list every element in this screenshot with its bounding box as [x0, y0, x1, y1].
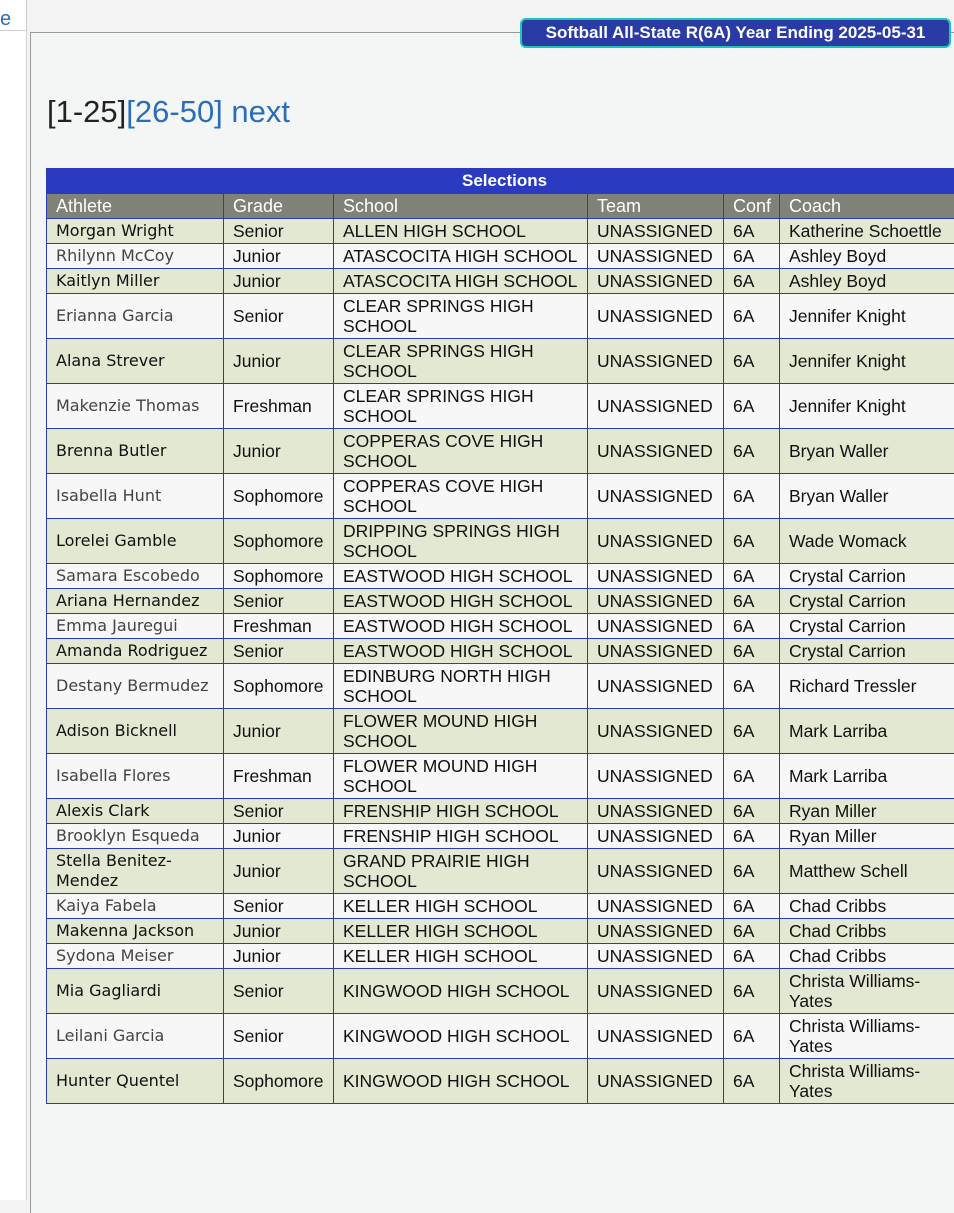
conf-cell: 6A: [724, 919, 780, 944]
table-row: [47, 639, 954, 664]
school-cell: KINGWOOD HIGH SCHOOL: [334, 969, 588, 1014]
athlete-cell: Samara Escobedo: [47, 564, 224, 589]
team-cell: UNASSIGNED: [588, 589, 724, 614]
grade-cell: Junior: [224, 709, 334, 754]
coach-cell: Mark Larriba: [780, 709, 954, 754]
column-header-grade: Grade: [224, 194, 334, 219]
conf-cell: 6A: [724, 1014, 780, 1059]
team-cell: UNASSIGNED: [588, 664, 724, 709]
school-cell: CLEAR SPRINGS HIGH SCHOOL: [334, 384, 588, 429]
coach-cell: Mark Larriba: [780, 754, 954, 799]
athlete-cell: Rhilynn McCoy: [47, 244, 224, 269]
coach-cell: Jennifer Knight: [780, 339, 954, 384]
table-row: [47, 429, 954, 474]
table-row: [47, 824, 954, 849]
coach-cell: Crystal Carrion: [780, 639, 954, 664]
school-cell: KELLER HIGH SCHOOL: [334, 919, 588, 944]
conf-cell: 6A: [724, 564, 780, 589]
coach-cell: Bryan Waller: [780, 429, 954, 474]
athlete-cell: Ariana Hernandez: [47, 589, 224, 614]
conf-cell: 6A: [724, 384, 780, 429]
conf-cell: 6A: [724, 589, 780, 614]
grade-cell: Sophomore: [224, 664, 334, 709]
table-body: [47, 219, 954, 1104]
conf-cell: 6A: [724, 849, 780, 894]
school-cell: EASTWOOD HIGH SCHOOL: [334, 639, 588, 664]
table-row: [47, 1014, 954, 1059]
team-cell: UNASSIGNED: [588, 849, 724, 894]
athlete-cell: Leilani Garcia: [47, 1014, 224, 1059]
athlete-cell: Erianna Garcia: [47, 294, 224, 339]
grade-cell: Senior: [224, 219, 334, 244]
team-cell: UNASSIGNED: [588, 429, 724, 474]
table-row: [47, 754, 954, 799]
team-cell: UNASSIGNED: [588, 709, 724, 754]
athlete-cell: Sydona Meiser: [47, 944, 224, 969]
team-cell: UNASSIGNED: [588, 244, 724, 269]
grade-cell: Freshman: [224, 614, 334, 639]
athlete-cell: Adison Bicknell: [47, 709, 224, 754]
athlete-cell: Isabella Hunt: [47, 474, 224, 519]
school-cell: FLOWER MOUND HIGH SCHOOL: [334, 709, 588, 754]
table-row: [47, 919, 954, 944]
team-cell: UNASSIGNED: [588, 519, 724, 564]
school-cell: ALLEN HIGH SCHOOL: [334, 219, 588, 244]
conf-cell: 6A: [724, 969, 780, 1014]
team-cell: UNASSIGNED: [588, 824, 724, 849]
conf-cell: 6A: [724, 754, 780, 799]
table-row: [47, 849, 954, 894]
grade-cell: Junior: [224, 269, 334, 294]
column-header-school: School: [334, 194, 588, 219]
coach-cell: Crystal Carrion: [780, 589, 954, 614]
athlete-cell: Kaitlyn Miller: [47, 269, 224, 294]
side-frame-divider: [0, 30, 26, 31]
coach-cell: Ashley Boyd: [780, 244, 954, 269]
school-cell: ATASCOCITA HIGH SCHOOL: [334, 269, 588, 294]
page-range-link[interactable]: [26-50]: [126, 94, 223, 129]
athlete-cell: Isabella Flores: [47, 754, 224, 799]
side-frame-text[interactable]: e: [0, 8, 11, 31]
school-cell: GRAND PRAIRIE HIGH SCHOOL: [334, 849, 588, 894]
grade-cell: Junior: [224, 339, 334, 384]
coach-cell: Katherine Schoettle: [780, 219, 954, 244]
athlete-cell: Kaiya Fabela: [47, 894, 224, 919]
school-cell: EDINBURG NORTH HIGH SCHOOL: [334, 664, 588, 709]
school-cell: EASTWOOD HIGH SCHOOL: [334, 564, 588, 589]
table-row: [47, 709, 954, 754]
coach-cell: Chad Cribbs: [780, 894, 954, 919]
conf-cell: 6A: [724, 294, 780, 339]
pagination: [47, 94, 290, 130]
table-row: [47, 799, 954, 824]
left-side-frame: [0, 0, 27, 1200]
column-header-conf: Conf: [724, 194, 780, 219]
coach-cell: Ryan Miller: [780, 799, 954, 824]
table-row: [47, 339, 954, 384]
table-row: [47, 519, 954, 564]
table-row: [47, 894, 954, 919]
athlete-cell: Lorelei Gamble: [47, 519, 224, 564]
table-row: [47, 384, 954, 429]
grade-cell: Senior: [224, 589, 334, 614]
column-header-team: Team: [588, 194, 724, 219]
coach-cell: Ryan Miller: [780, 824, 954, 849]
coach-cell: Richard Tressler: [780, 664, 954, 709]
conf-cell: 6A: [724, 614, 780, 639]
table-caption: Selections: [47, 169, 954, 194]
conf-cell: 6A: [724, 1059, 780, 1104]
school-cell: CLEAR SPRINGS HIGH SCHOOL: [334, 294, 588, 339]
conf-cell: 6A: [724, 244, 780, 269]
conf-cell: 6A: [724, 269, 780, 294]
athlete-cell: Mia Gagliardi: [47, 969, 224, 1014]
coach-cell: Christa Williams-Yates: [780, 969, 954, 1014]
conf-cell: 6A: [724, 799, 780, 824]
team-cell: UNASSIGNED: [588, 754, 724, 799]
conf-cell: 6A: [724, 824, 780, 849]
table-row: [47, 269, 954, 294]
athlete-cell: Makenzie Thomas: [47, 384, 224, 429]
current-page-range: [1-25]: [47, 94, 126, 129]
team-cell: UNASSIGNED: [588, 1014, 724, 1059]
table-row: [47, 664, 954, 709]
athlete-cell: Brenna Butler: [47, 429, 224, 474]
conf-cell: 6A: [724, 709, 780, 754]
table-header-row: [47, 194, 954, 219]
grade-cell: Junior: [224, 919, 334, 944]
athlete-cell: Alana Strever: [47, 339, 224, 384]
table-row: [47, 1059, 954, 1104]
table-row: [47, 219, 954, 244]
table-row: [47, 474, 954, 519]
school-cell: KELLER HIGH SCHOOL: [334, 894, 588, 919]
school-cell: FLOWER MOUND HIGH SCHOOL: [334, 754, 588, 799]
grade-cell: Senior: [224, 294, 334, 339]
school-cell: COPPERAS COVE HIGH SCHOOL: [334, 429, 588, 474]
conf-cell: 6A: [724, 894, 780, 919]
grade-cell: Sophomore: [224, 474, 334, 519]
conf-cell: 6A: [724, 664, 780, 709]
selections-table: [46, 168, 954, 1104]
conf-cell: 6A: [724, 519, 780, 564]
athlete-cell: Hunter Quentel: [47, 1059, 224, 1104]
school-cell: FRENSHIP HIGH SCHOOL: [334, 799, 588, 824]
school-cell: FRENSHIP HIGH SCHOOL: [334, 824, 588, 849]
team-cell: UNASSIGNED: [588, 799, 724, 824]
grade-cell: Freshman: [224, 754, 334, 799]
school-cell: KELLER HIGH SCHOOL: [334, 944, 588, 969]
table-row: [47, 589, 954, 614]
grade-cell: Junior: [224, 849, 334, 894]
school-cell: EASTWOOD HIGH SCHOOL: [334, 589, 588, 614]
conf-cell: 6A: [724, 474, 780, 519]
coach-cell: Chad Cribbs: [780, 944, 954, 969]
team-cell: UNASSIGNED: [588, 294, 724, 339]
column-header-athlete: Athlete: [47, 194, 224, 219]
conf-cell: 6A: [724, 944, 780, 969]
table-row: [47, 614, 954, 639]
athlete-cell: Brooklyn Esqueda: [47, 824, 224, 849]
table-row: [47, 969, 954, 1014]
school-cell: KINGWOOD HIGH SCHOOL: [334, 1059, 588, 1104]
conf-cell: 6A: [724, 639, 780, 664]
team-cell: UNASSIGNED: [588, 639, 724, 664]
team-cell: UNASSIGNED: [588, 384, 724, 429]
school-cell: CLEAR SPRINGS HIGH SCHOOL: [334, 339, 588, 384]
team-cell: UNASSIGNED: [588, 969, 724, 1014]
report-title-badge: Softball All-State R(6A) Year Ending 2025-05-31: [520, 18, 951, 48]
coach-cell: Crystal Carrion: [780, 564, 954, 589]
grade-cell: Sophomore: [224, 564, 334, 589]
athlete-cell: Stella Benitez-Mendez: [47, 849, 224, 894]
athlete-cell: Morgan Wright: [47, 219, 224, 244]
coach-cell: Ashley Boyd: [780, 269, 954, 294]
coach-cell: Christa Williams-Yates: [780, 1059, 954, 1104]
team-cell: UNASSIGNED: [588, 919, 724, 944]
team-cell: UNASSIGNED: [588, 614, 724, 639]
team-cell: UNASSIGNED: [588, 339, 724, 384]
coach-cell: Jennifer Knight: [780, 384, 954, 429]
coach-cell: Bryan Waller: [780, 474, 954, 519]
coach-cell: Christa Williams-Yates: [780, 1014, 954, 1059]
team-cell: UNASSIGNED: [588, 1059, 724, 1104]
table-row: [47, 244, 954, 269]
coach-cell: Matthew Schell: [780, 849, 954, 894]
school-cell: DRIPPING SPRINGS HIGH SCHOOL: [334, 519, 588, 564]
grade-cell: Senior: [224, 969, 334, 1014]
grade-cell: Senior: [224, 894, 334, 919]
grade-cell: Senior: [224, 639, 334, 664]
next-page-link[interactable]: next: [231, 94, 290, 129]
coach-cell: Crystal Carrion: [780, 614, 954, 639]
table-caption-row: [47, 169, 954, 194]
coach-cell: Wade Womack: [780, 519, 954, 564]
athlete-cell: Makenna Jackson: [47, 919, 224, 944]
grade-cell: Sophomore: [224, 1059, 334, 1104]
team-cell: UNASSIGNED: [588, 564, 724, 589]
grade-cell: Senior: [224, 1014, 334, 1059]
team-cell: UNASSIGNED: [588, 269, 724, 294]
athlete-cell: Amanda Rodriguez: [47, 639, 224, 664]
school-cell: COPPERAS COVE HIGH SCHOOL: [334, 474, 588, 519]
column-header-coach: Coach: [780, 194, 954, 219]
athlete-cell: Alexis Clark: [47, 799, 224, 824]
team-cell: UNASSIGNED: [588, 894, 724, 919]
grade-cell: Junior: [224, 824, 334, 849]
table-row: [47, 294, 954, 339]
grade-cell: Senior: [224, 799, 334, 824]
athlete-cell: Emma Jauregui: [47, 614, 224, 639]
coach-cell: Jennifer Knight: [780, 294, 954, 339]
grade-cell: Junior: [224, 944, 334, 969]
team-cell: UNASSIGNED: [588, 944, 724, 969]
grade-cell: Sophomore: [224, 519, 334, 564]
school-cell: EASTWOOD HIGH SCHOOL: [334, 614, 588, 639]
table-row: [47, 944, 954, 969]
grade-cell: Freshman: [224, 384, 334, 429]
school-cell: KINGWOOD HIGH SCHOOL: [334, 1014, 588, 1059]
athlete-cell: Destany Bermudez: [47, 664, 224, 709]
team-cell: UNASSIGNED: [588, 474, 724, 519]
conf-cell: 6A: [724, 429, 780, 474]
coach-cell: Chad Cribbs: [780, 919, 954, 944]
team-cell: UNASSIGNED: [588, 219, 724, 244]
table-row: [47, 564, 954, 589]
grade-cell: Junior: [224, 429, 334, 474]
grade-cell: Junior: [224, 244, 334, 269]
conf-cell: 6A: [724, 219, 780, 244]
conf-cell: 6A: [724, 339, 780, 384]
school-cell: ATASCOCITA HIGH SCHOOL: [334, 244, 588, 269]
